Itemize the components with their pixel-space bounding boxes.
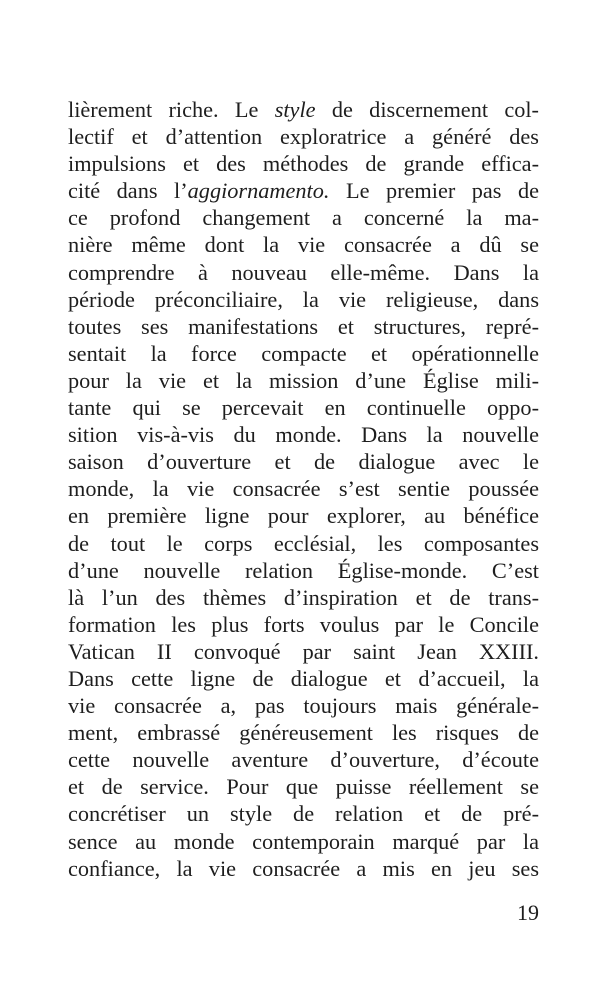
text-line: de tout le corps ecclésial, les composantes <box>68 530 539 556</box>
text-line: saison d’ouverture et de dialogue avec le <box>68 449 539 475</box>
text-line: Vatican II convoqué par saint Jean XXIII. <box>68 638 539 664</box>
text-line: tante qui se percevait en continuelle oppo- <box>68 395 539 421</box>
text-line: ment, embrassé généreusement les risques de <box>68 720 539 746</box>
text-line: monde, la vie consacrée s’est sentie poussée <box>68 476 539 502</box>
text-line: cette nouvelle aventure d’ouverture, d’écoute <box>68 747 539 773</box>
body-text <box>68 96 539 882</box>
text-line: sition vis-à-vis du monde. Dans la nouvelle <box>68 422 539 448</box>
text-line: et de service. Pour que puisse réellement se <box>68 774 539 800</box>
text-line: période préconciliaire, la vie religieuse, dans <box>68 286 539 312</box>
text-line: confiance, la vie consacrée a mis en jeu ses <box>68 855 539 881</box>
text-line: toutes ses manifestations et structures, repré- <box>68 313 539 339</box>
text-line: d’une nouvelle relation Église-monde. C’est <box>68 557 539 583</box>
text-line: vie consacrée a, pas toujours mais générale- <box>68 693 539 719</box>
text-line: concrétiser un style de relation et de pré- <box>68 801 539 827</box>
italic-term: aggiornamento. <box>187 178 330 204</box>
text-segment: Le premier pas de <box>329 178 539 204</box>
page-number: 19 <box>517 900 539 925</box>
text-line: pour la vie et la mission d’une Église mili- <box>68 367 539 393</box>
text-segment: cité dans l’ <box>68 178 188 204</box>
text-line: nière même dont la vie consacrée a dû se <box>68 232 539 258</box>
text-segment: de discernement col- <box>315 97 539 122</box>
text-segment: lièrement riche. Le <box>68 97 275 122</box>
text-line: comprendre à nouveau elle-même. Dans la <box>68 259 539 285</box>
italic-term: style <box>274 97 316 122</box>
text-line: sentait la force compacte et opérationnelle <box>68 340 539 366</box>
text-line: ce profond changement a concerné la ma- <box>68 205 539 231</box>
text-line: formation les plus forts voulus par le Concile <box>68 611 539 637</box>
text-line <box>68 177 539 204</box>
text-line: impulsions et des méthodes de grande effica- <box>68 151 539 177</box>
text-line: sence au monde contemporain marqué par la <box>68 828 539 854</box>
text-line <box>68 96 539 123</box>
text-line: Dans cette ligne de dialogue et d’accueil, la <box>68 665 539 691</box>
text-line: là l’un des thèmes d’inspiration et de trans- <box>68 584 539 610</box>
text-line: lectif et d’attention exploratrice a généré des <box>68 124 539 150</box>
text-line: en première ligne pour explorer, au bénéfice <box>68 503 539 529</box>
